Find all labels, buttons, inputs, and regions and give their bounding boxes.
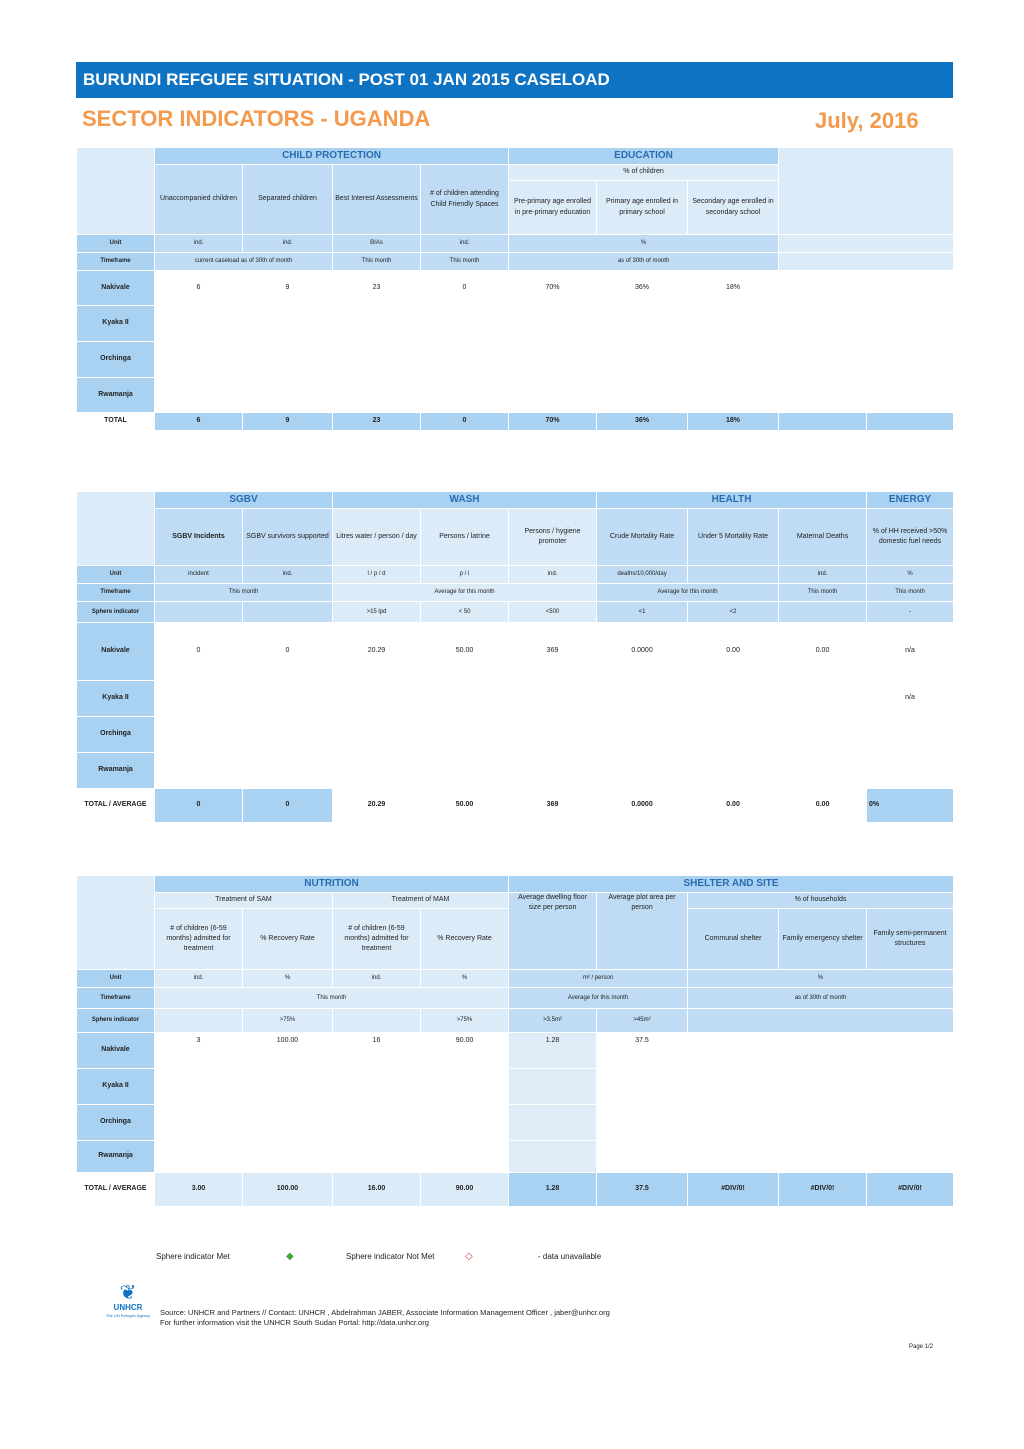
total-cell: 50.00 — [421, 789, 509, 823]
timeframe-cell: This month — [333, 253, 421, 271]
data-cell — [779, 378, 867, 413]
data-cell — [243, 753, 333, 789]
unit-cell: BIAs — [333, 235, 421, 253]
timeframe-cell: This month — [421, 253, 509, 271]
site-label: Kyaka II — [77, 306, 155, 342]
data-cell — [421, 681, 509, 717]
data-cell — [421, 1105, 509, 1141]
data-cell — [509, 378, 597, 413]
data-cell — [688, 1141, 779, 1173]
sphere-cell: <500 — [509, 602, 597, 623]
total-cell: 0 — [155, 789, 243, 823]
unit-cell — [688, 566, 779, 584]
group-nutrition: NUTRITION — [155, 876, 509, 893]
data-cell — [867, 1033, 954, 1069]
data-cell: 0 — [243, 623, 333, 681]
data-cell — [867, 306, 954, 342]
data-cell — [509, 681, 597, 717]
col-header: % Recovery Rate — [421, 909, 509, 970]
site-label: Orchinga — [77, 342, 155, 378]
col-header: # of children (6-59 months) admitted for treatment — [155, 909, 243, 970]
site-label: Nakivale — [77, 1033, 155, 1069]
blank-cell — [779, 235, 954, 253]
data-cell: 9 — [243, 271, 333, 306]
data-cell — [243, 1069, 333, 1105]
site-label: Orchinga — [77, 717, 155, 753]
unit-cell: ind. — [333, 970, 421, 988]
sam-subheader: Treatment of SAM — [155, 893, 333, 909]
unit-label: Unit — [77, 235, 155, 253]
data-cell: 100.00 — [243, 1033, 333, 1069]
data-cell — [867, 717, 954, 753]
total-row — [77, 413, 954, 431]
data-cell: 369 — [509, 623, 597, 681]
total-row — [77, 789, 954, 823]
total-cell: 0 — [421, 413, 509, 431]
col-header: SGBV Incidents — [155, 509, 243, 566]
data-cell — [688, 753, 779, 789]
data-cell — [333, 717, 421, 753]
total-cell: 9 — [243, 413, 333, 431]
data-cell — [597, 378, 688, 413]
data-cell: n/a — [867, 681, 954, 717]
col-header: Communal shelter — [688, 909, 779, 970]
unhcr-emblem-icon: ❦ — [119, 1282, 137, 1304]
col-header: Separated children — [243, 165, 333, 235]
table-row — [77, 1033, 954, 1069]
data-cell — [509, 1069, 597, 1105]
col-header: Family semi-permanent structures — [867, 909, 954, 970]
data-cell — [509, 1141, 597, 1173]
data-cell: 20.29 — [333, 623, 421, 681]
data-cell — [779, 306, 867, 342]
data-cell — [243, 306, 333, 342]
group-shelter: SHELTER AND SITE — [509, 876, 954, 893]
col-header: Average plot area per person — [597, 893, 688, 970]
data-cell — [155, 306, 243, 342]
data-cell — [155, 1141, 243, 1173]
total-row — [77, 1173, 954, 1207]
households-subheader: % of households — [688, 893, 954, 909]
source-note — [160, 1308, 860, 1328]
col-header: % of HH received >50% domestic fuel needs — [867, 509, 954, 566]
total-cell: 0 — [243, 789, 333, 823]
data-cell — [509, 753, 597, 789]
total-cell: 6 — [155, 413, 243, 431]
site-label: Orchinga — [77, 1105, 155, 1141]
data-cell — [867, 1069, 954, 1105]
total-cell: 0.00 — [688, 789, 779, 823]
total-cell: 3.00 — [155, 1173, 243, 1207]
col-header: Family emergency shelter — [779, 909, 867, 970]
timeframe-cell: Average for this month — [333, 584, 597, 602]
unit-cell: ind. — [779, 566, 867, 584]
corner-cell — [77, 492, 155, 566]
timeframe-label: Timeframe — [77, 988, 155, 1009]
green-diamond-icon: ◆ — [286, 1251, 294, 1262]
data-cell — [867, 753, 954, 789]
col-header: Secondary age enrolled in secondary school — [688, 181, 779, 235]
table-row — [77, 306, 954, 342]
data-cell — [421, 1069, 509, 1105]
unit-cell: ind. — [243, 566, 333, 584]
total-cell: #DIV/0! — [779, 1173, 867, 1207]
data-cell — [333, 378, 421, 413]
unit-cell: % — [688, 970, 954, 988]
sphere-cell: >15 lpd — [333, 602, 421, 623]
data-cell — [779, 342, 867, 378]
data-cell — [597, 717, 688, 753]
data-cell — [155, 717, 243, 753]
unit-cell: % — [243, 970, 333, 988]
group-health: HEALTH — [597, 492, 867, 509]
total-cell: 70% — [509, 413, 597, 431]
data-cell — [333, 681, 421, 717]
data-cell — [155, 753, 243, 789]
col-header: # of children (6-59 months) admitted for treatment — [333, 909, 421, 970]
data-cell — [597, 1069, 688, 1105]
data-cell: 0.00 — [779, 623, 867, 681]
data-cell — [779, 1069, 867, 1105]
data-cell — [421, 753, 509, 789]
site-label: Kyaka II — [77, 1069, 155, 1105]
group-sgbv: SGBV — [155, 492, 333, 509]
legend-unavailable-label: - data unavailable — [538, 1252, 602, 1261]
sphere-cell: < 50 — [421, 602, 509, 623]
unit-cell: l / p / d — [333, 566, 421, 584]
education-subheader: % of children — [509, 165, 779, 181]
data-cell — [333, 1141, 421, 1173]
col-header: Persons / hygiene promoter — [509, 509, 597, 566]
table-row — [77, 1105, 954, 1141]
col-header: # of children attending Child Friendly Spaces — [421, 165, 509, 235]
total-cell: 0.00 — [779, 789, 867, 823]
data-cell: 0 — [155, 623, 243, 681]
unit-cell: % — [867, 566, 954, 584]
site-label: Nakivale — [77, 271, 155, 306]
table-row — [77, 623, 954, 681]
data-cell — [688, 1033, 779, 1069]
data-cell — [333, 306, 421, 342]
data-cell — [688, 1105, 779, 1141]
table-row — [77, 1141, 954, 1173]
total-label: TOTAL / AVERAGE — [77, 789, 155, 823]
timeframe-cell: as of 30th of month — [509, 253, 779, 271]
sphere-cell: <2 — [688, 602, 779, 623]
data-cell — [867, 1141, 954, 1173]
data-cell — [333, 753, 421, 789]
timeframe-label: Timeframe — [77, 584, 155, 602]
data-cell — [779, 717, 867, 753]
sphere-cell — [333, 1009, 421, 1033]
table-row — [77, 753, 954, 789]
unit-label: Unit — [77, 970, 155, 988]
data-cell — [155, 1105, 243, 1141]
data-cell — [421, 717, 509, 753]
sphere-cell — [779, 602, 867, 623]
data-cell — [779, 753, 867, 789]
data-cell — [688, 681, 779, 717]
data-cell — [779, 1141, 867, 1173]
table-row — [77, 717, 954, 753]
unit-cell: incident — [155, 566, 243, 584]
data-cell — [779, 271, 867, 306]
unit-cell: m² / person — [509, 970, 688, 988]
data-cell: 16 — [333, 1033, 421, 1069]
total-label: TOTAL — [77, 413, 155, 431]
data-cell — [867, 1105, 954, 1141]
sphere-cell: >75% — [421, 1009, 509, 1033]
unit-cell: ind. — [509, 566, 597, 584]
data-cell — [243, 717, 333, 753]
total-cell: 37.5 — [597, 1173, 688, 1207]
report-subtitle: SECTOR INDICATORS - UGANDA — [82, 106, 431, 131]
data-cell — [597, 681, 688, 717]
sphere-label: Sphere indicator — [77, 602, 155, 623]
data-cell — [333, 342, 421, 378]
col-header: Unaccompanied children — [155, 165, 243, 235]
site-label: Nakivale — [77, 623, 155, 681]
unit-cell: ind. — [243, 235, 333, 253]
total-cell: 20.29 — [333, 789, 421, 823]
table-row — [77, 271, 954, 306]
data-cell — [779, 1033, 867, 1069]
report-date: July, 2016 — [815, 108, 919, 133]
timeframe-cell: This month — [867, 584, 954, 602]
table-row — [77, 681, 954, 717]
group-education: EDUCATION — [509, 148, 779, 165]
total-label: TOTAL / AVERAGE — [77, 1173, 155, 1207]
data-cell — [688, 717, 779, 753]
sphere-cell: >3.5m² — [509, 1009, 597, 1033]
group-energy: ENERGY — [867, 492, 954, 509]
col-header: Persons / latrine — [421, 509, 509, 566]
data-cell: 6 — [155, 271, 243, 306]
unit-cell: % — [421, 970, 509, 988]
total-cell: 23 — [333, 413, 421, 431]
sphere-cell — [688, 1009, 954, 1033]
logo-subtext: The UN Refugee Agency — [105, 1313, 151, 1318]
data-cell — [155, 681, 243, 717]
table-row — [77, 342, 954, 378]
data-cell: 36% — [597, 271, 688, 306]
col-header: Crude Mortality Rate — [597, 509, 688, 566]
data-cell: 0.0000 — [597, 623, 688, 681]
site-label: Rwamanja — [77, 1141, 155, 1173]
data-cell: 0.00 — [688, 623, 779, 681]
table-child-protection-education — [76, 147, 954, 431]
data-cell — [688, 1069, 779, 1105]
data-cell — [509, 1105, 597, 1141]
legend-met-label: Sphere indicator Met — [156, 1252, 230, 1261]
data-cell — [155, 1069, 243, 1105]
portal-line: For further information visit the UNHCR South Sudan Portal: http://data.unhcr.org — [160, 1318, 429, 1327]
data-cell — [688, 306, 779, 342]
total-cell: 0.0000 — [597, 789, 688, 823]
unhcr-logo — [104, 1283, 152, 1319]
group-child-protection: CHILD PROTECTION — [155, 148, 509, 165]
data-cell — [421, 1141, 509, 1173]
table-row — [77, 378, 954, 413]
data-cell — [597, 1141, 688, 1173]
data-cell: n/a — [867, 623, 954, 681]
total-cell: 369 — [509, 789, 597, 823]
sphere-cell: >45m² — [597, 1009, 688, 1033]
sphere-cell — [155, 602, 243, 623]
total-cell: 16.00 — [333, 1173, 421, 1207]
data-cell — [597, 753, 688, 789]
source-line: Source: UNHCR and Partners // Contact: UNHCR , Abdelrahman JABER, Associate Information Management Officer , jaber@unhcr.org — [160, 1308, 610, 1317]
col-header: Average dwelling floor size per person — [509, 893, 597, 970]
page-number: Page 1/2 — [909, 1344, 934, 1350]
data-cell: 1.28 — [509, 1033, 597, 1069]
data-cell — [867, 271, 954, 306]
unit-cell: ind. — [421, 235, 509, 253]
sphere-cell: - — [867, 602, 954, 623]
red-diamond-icon: ◇ — [465, 1251, 473, 1262]
report-banner: BURUNDI REFGUEE SITUATION - POST 01 JAN 2015 CASELOAD — [76, 62, 953, 98]
unit-cell: % — [509, 235, 779, 253]
data-cell — [509, 306, 597, 342]
site-label: Rwamanja — [77, 378, 155, 413]
total-cell: 100.00 — [243, 1173, 333, 1207]
total-cell — [779, 413, 867, 431]
data-cell — [243, 681, 333, 717]
data-cell — [597, 1105, 688, 1141]
unit-cell: ind. — [155, 235, 243, 253]
data-cell — [867, 342, 954, 378]
data-cell — [688, 378, 779, 413]
timeframe-cell: This month — [155, 988, 509, 1009]
total-cell: 18% — [688, 413, 779, 431]
site-label: Rwamanja — [77, 753, 155, 789]
site-label: Kyaka II — [77, 681, 155, 717]
timeframe-cell: current caseload as of 30th of month — [155, 253, 333, 271]
col-header: Litres water / person / day — [333, 509, 421, 566]
timeframe-cell: as of 30th of month — [688, 988, 954, 1009]
col-header: Maternal Deaths — [779, 509, 867, 566]
corner-cell — [77, 876, 155, 970]
unit-cell: p / l — [421, 566, 509, 584]
col-header: Best Interest Assessments — [333, 165, 421, 235]
total-cell: 0% — [867, 789, 954, 823]
data-cell — [243, 1105, 333, 1141]
data-cell: 50.00 — [421, 623, 509, 681]
data-cell: 18% — [688, 271, 779, 306]
legend-not-met-label: Sphere indicator Not Met — [346, 1252, 435, 1261]
table-nutrition-shelter — [76, 875, 954, 1207]
blank-header — [779, 148, 954, 235]
sphere-label: Sphere indicator — [77, 1009, 155, 1033]
timeframe-label: Timeframe — [77, 253, 155, 271]
data-cell: 70% — [509, 271, 597, 306]
sphere-cell — [243, 602, 333, 623]
logo-text: UNHCR — [113, 1303, 143, 1312]
group-wash: WASH — [333, 492, 597, 509]
unit-label: Unit — [77, 566, 155, 584]
table-sgbv-wash-health-energy — [76, 491, 954, 823]
data-cell — [243, 378, 333, 413]
col-header: Pre-primary age enrolled in pre-primary education — [509, 181, 597, 235]
sphere-cell: <1 — [597, 602, 688, 623]
table-row — [77, 1069, 954, 1105]
timeframe-cell: Average for this month — [597, 584, 779, 602]
total-cell: #DIV/0! — [867, 1173, 954, 1207]
total-cell: 1.28 — [509, 1173, 597, 1207]
data-cell — [333, 1105, 421, 1141]
mam-subheader: Treatment of MAM — [333, 893, 509, 909]
total-cell: 36% — [597, 413, 688, 431]
data-cell: 0 — [421, 271, 509, 306]
data-cell — [867, 378, 954, 413]
col-header: Under 5 Mortality Rate — [688, 509, 779, 566]
data-cell — [509, 717, 597, 753]
data-cell — [597, 306, 688, 342]
corner-cell — [77, 148, 155, 235]
data-cell: 3 — [155, 1033, 243, 1069]
col-header: Primary age enrolled in primary school — [597, 181, 688, 235]
timeframe-cell: This month — [779, 584, 867, 602]
data-cell — [779, 1105, 867, 1141]
total-cell: 90.00 — [421, 1173, 509, 1207]
unit-cell: ind. — [155, 970, 243, 988]
data-cell — [155, 342, 243, 378]
data-cell — [155, 378, 243, 413]
sphere-cell: >75% — [243, 1009, 333, 1033]
col-header: SGBV survivors supported — [243, 509, 333, 566]
blank-cell — [779, 253, 954, 271]
col-header: % Recovery Rate — [243, 909, 333, 970]
data-cell: 23 — [333, 271, 421, 306]
data-cell — [243, 342, 333, 378]
sphere-cell — [155, 1009, 243, 1033]
data-cell — [421, 378, 509, 413]
data-cell: 37.5 — [597, 1033, 688, 1069]
data-cell — [779, 681, 867, 717]
unit-cell: deaths/10,000/day — [597, 566, 688, 584]
data-cell — [597, 342, 688, 378]
data-cell — [509, 342, 597, 378]
data-cell — [243, 1141, 333, 1173]
data-cell — [421, 306, 509, 342]
data-cell: 90.00 — [421, 1033, 509, 1069]
timeframe-cell: Average for this month — [509, 988, 688, 1009]
data-cell — [688, 342, 779, 378]
total-cell — [867, 413, 954, 431]
data-cell — [333, 1069, 421, 1105]
total-cell: #DIV/0! — [688, 1173, 779, 1207]
data-cell — [421, 342, 509, 378]
timeframe-cell: This month — [155, 584, 333, 602]
